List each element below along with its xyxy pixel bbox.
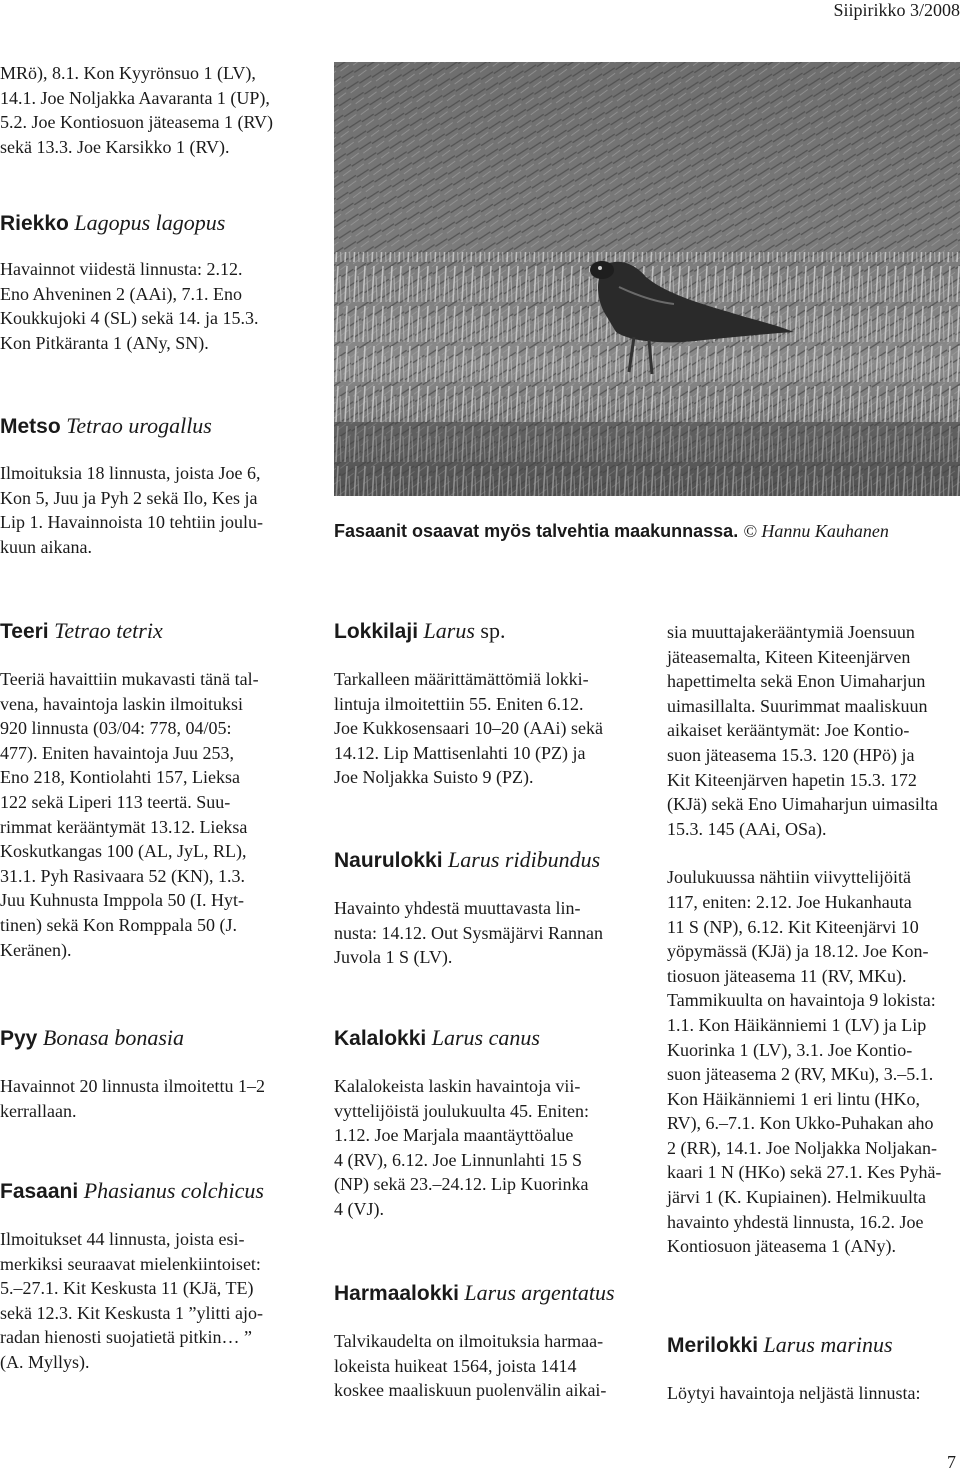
text-line: Joe Kukkosensaari 10–20 (AAi) sekä (334, 718, 603, 739)
text-line: Tarkalleen määrittämättömiä lokki- (334, 669, 589, 689)
photo-credit: © Hannu Kauhanen (743, 521, 889, 541)
latin-name: Tetrao tetrix (54, 618, 163, 643)
text-line: lintuja ilmoitettiin 55. Eniten 6.12. (334, 693, 584, 714)
latin-name: Larus argentatus (464, 1280, 615, 1305)
text-line: 14.1. Joe Noljakka Aavaranta 1 (UP), (0, 87, 270, 108)
species-text (334, 1074, 634, 1222)
text-line: vena, havaintoja laskin ilmoituksi (0, 693, 243, 714)
latin-name: Larus (423, 618, 475, 643)
text-line: nusta: 14.12. Out Sysmäjärvi Rannan (334, 922, 603, 943)
latin-name: Phasianus colchicus (83, 1178, 264, 1203)
species-heading (334, 618, 634, 645)
finnish-name: Merilokki (667, 1334, 759, 1357)
finnish-name: Lokkilaji (334, 620, 419, 643)
species-text (334, 667, 634, 790)
species-text (0, 1227, 300, 1375)
species-text (334, 1329, 634, 1403)
text-line: 11 S (NP), 6.12. Kit Kiteenjärvi 10 (667, 916, 919, 937)
latin-suffix: sp. (474, 618, 506, 643)
journal-header: Siipirikko 3/2008 (833, 0, 960, 20)
species-heading (0, 618, 300, 645)
text-line: 1.1. Kon Häikänniemi 1 (LV) ja Lip (667, 1014, 927, 1035)
finnish-name: Fasaani (0, 1180, 79, 1203)
text-line: kuun aikana. (0, 536, 92, 557)
text-line: 920 linnusta (03/04: 778, 04/05: (0, 718, 232, 739)
text-line: 5.2. Joe Kontiosuon jäteasema 1 (RV) (0, 112, 274, 133)
text-line: Havainnot viidestä linnusta: 2.12. (0, 259, 243, 279)
text-line: Eno 218, Kontiolahti 157, Lieksa (0, 767, 240, 788)
text-line: 2 (RR), 14.1. Joe Noljakka Noljakan- (667, 1137, 937, 1158)
text-line: Juvola 1 S (LV). (334, 947, 453, 968)
section-kalalokki (334, 1025, 634, 1222)
text-line: 31.1. Pyh Rasivaara 52 (KN), 1.3. (0, 865, 245, 886)
text-line: Havainto yhdestä muuttavasta lin- (334, 898, 581, 918)
finnish-name: Teeri (0, 620, 49, 643)
text-line: (NP) sekä 23.–24.12. Lip Kuorinka (334, 1174, 589, 1195)
species-text (0, 1074, 300, 1123)
section-harmaalokki (334, 1280, 634, 1403)
text-line: Juu Kuhnusta Imppola 50 (I. Hyt- (0, 890, 244, 911)
text-line: (A. Myllys). (0, 1351, 90, 1372)
section-fasaani (0, 1178, 300, 1375)
text-line: Löytyi havaintoja neljästä linnusta: (667, 1383, 921, 1403)
latin-name: Larus marinus (763, 1332, 893, 1357)
section-metso (0, 413, 300, 559)
section-lokkilaji (334, 618, 634, 790)
species-heading (334, 1280, 634, 1307)
text-line: järvi 1 (K. Kupiainen). Helmikuulta (667, 1187, 926, 1208)
text-line: Lip 1. Havainnoista 10 tehtiin joulu- (0, 512, 263, 533)
species-heading (0, 1025, 300, 1052)
text-line: radan hienosti suojatietä pitkin… ” (0, 1327, 252, 1348)
photo-caption (334, 521, 889, 542)
species-text (0, 667, 300, 962)
text-line: Havainnot 20 linnusta ilmoitettu 1–2 (0, 1076, 265, 1096)
text-line: sekä 13.3. Joe Karsikko 1 (RV). (0, 136, 230, 157)
finnish-name: Naurulokki (334, 849, 443, 872)
text-line: Joe Noljakka Suisto 9 (PZ). (334, 767, 534, 788)
text-line: kaari 1 N (HKo) sekä 27.1. Kes Pyhä- (667, 1162, 942, 1183)
text-line: Joulukuussa nähtiin viivyttelijöitä (667, 867, 911, 888)
species-text (667, 1381, 960, 1406)
species-heading (0, 1178, 300, 1205)
pheasant-photo (334, 62, 960, 496)
text-line: Ilmoitukset 44 linnusta, joista esi- (0, 1229, 245, 1249)
text-line: Keränen). (0, 939, 72, 960)
text-line: Talvikaudelta on ilmoituksia harmaa- (334, 1331, 604, 1351)
text-line: uimasillalta. Suurimmat maaliskuun (667, 695, 928, 716)
text-line: 1.12. Joe Marjala maantäyttöalue (334, 1125, 574, 1146)
text-line: 117, eniten: 2.12. Joe Hukanhauta (667, 891, 912, 912)
paragraph-december (667, 865, 960, 1259)
section-teeri (0, 618, 300, 962)
finnish-name: Harmaalokki (334, 1282, 459, 1305)
text-line: Teeriä havaittiin mukavasti tänä tal- (0, 669, 259, 689)
section-naurulokki (334, 847, 634, 970)
finnish-name: Riekko (0, 212, 69, 235)
text-line: 122 sekä Liperi 113 teertä. Suu- (0, 791, 231, 812)
text-line: Koskutkangas 100 (AL, JyL, RL), (0, 841, 247, 862)
species-heading (0, 413, 300, 440)
text-line: suon jäteasema 2 (RV, MKu), 3.–5.1. (667, 1064, 934, 1085)
latin-name: Bonasa bonasia (42, 1025, 185, 1050)
text-line: Kontiosuon jäteasema 1 (ANy). (667, 1236, 896, 1257)
finnish-name: Kalalokki (334, 1027, 427, 1050)
text-line: hapettimelta sekä Enon Uimaharjun (667, 671, 926, 692)
text-line: havainto yhdestä linnusta, 16.2. Joe (667, 1211, 924, 1232)
text-line: yöpymässä (KJä) ja 18.12. Joe Kon- (667, 941, 929, 962)
latin-name: Larus canus (431, 1025, 540, 1050)
text-line: suon jäteasema 15.3. 120 (HPö) ja (667, 744, 915, 765)
species-text (0, 461, 300, 559)
text-line: jäteasemalta, Kiteen Kiteenjärven (667, 646, 911, 667)
text-line: Kon Pitkäranta 1 (ANy, SN). (0, 332, 209, 353)
column-1-top (0, 61, 300, 159)
species-heading (667, 1332, 960, 1359)
finnish-name: Metso (0, 415, 61, 438)
text-line: 15.3. 145 (AAi, OSa). (667, 818, 827, 839)
text-line: 477). Eniten havaintoja Juu 253, (0, 742, 234, 763)
text-line: 5.–27.1. Kit Keskusta 11 (KJä, TE) (0, 1278, 254, 1299)
text-line: Kon 5, Juu ja Pyh 2 sekä Ilo, Kes ja (0, 487, 258, 508)
continued-paragraph (667, 620, 960, 841)
intro-paragraph (0, 61, 300, 159)
caption-text: Fasaanit osaavat myös talvehtia maakunnassa. (334, 521, 739, 541)
text-line: merkiksi seuraavat mielenkiintoiset: (0, 1253, 261, 1274)
finnish-name: Pyy (0, 1027, 38, 1050)
latin-name: Larus ridibundus (448, 847, 601, 872)
text-line: sia muuttajakerääntymiä Joensuun (667, 622, 915, 642)
text-line: vyttelijöistä joulukuulta 45. Eniten: (334, 1100, 589, 1121)
text-line: Ilmoituksia 18 linnusta, joista Joe 6, (0, 463, 261, 483)
text-line: aikaiset kerääntymät: Joe Kontio- (667, 720, 910, 741)
latin-name: Lagopus lagopus (74, 210, 226, 235)
text-line: tiosuon jäteasema 11 (RV, MKu). (667, 965, 907, 986)
text-line: lokeista huikeat 1564, joista 1414 (334, 1355, 577, 1376)
species-text (0, 257, 300, 355)
species-heading (0, 210, 300, 237)
text-line: 14.12. Lip Mattisenlahti 10 (PZ) ja (334, 742, 586, 763)
text-line: koskee maaliskuun puolenvälin aikai- (334, 1380, 607, 1401)
text-line: sekä 12.3. Kit Keskusta 1 ”ylitti ajo- (0, 1302, 263, 1323)
latin-name: Tetrao urogallus (66, 413, 212, 438)
text-line: RV), 6.–7.1. Kon Ukko-Puhakan aho (667, 1113, 934, 1134)
text-line: MRö), 8.1. Kon Kyyrönsuo 1 (LV), (0, 63, 256, 83)
text-line: Kuorinka 1 (LV), 3.1. Joe Kontio- (667, 1039, 913, 1060)
section-riekko (0, 210, 300, 355)
page-number: 7 (947, 1452, 956, 1472)
section-merilokki (667, 1332, 960, 1406)
text-line: Kon Häikänniemi 1 eri lintu (HKo, (667, 1088, 920, 1109)
text-line: Tammikuulta on havaintoja 9 lokista: (667, 990, 936, 1011)
text-line: (KJä) sekä Eno Uimaharjun uimasilta (667, 794, 938, 815)
text-line: kerrallaan. (0, 1100, 77, 1121)
species-text (334, 896, 634, 970)
species-heading (334, 1025, 634, 1052)
text-line: 4 (RV), 6.12. Joe Linnunlahti 15 S (334, 1149, 583, 1170)
species-heading (334, 847, 634, 874)
text-line: rimmat kerääntymät 13.12. Lieksa (0, 816, 248, 837)
text-line: Koukkujoki 4 (SL) sekä 14. ja 15.3. (0, 308, 259, 329)
text-line: 4 (VJ). (334, 1198, 384, 1219)
column-3-continued (667, 620, 960, 1259)
section-pyy (0, 1025, 300, 1123)
text-line: Kalalokeista laskin havaintoja vii- (334, 1076, 581, 1096)
text-line: Eno Ahveninen 2 (AAi), 7.1. Eno (0, 283, 242, 304)
text-line: Kit Kiteenjärven hapetin 15.3. 172 (667, 769, 917, 790)
text-line: tinen) sekä Kon Romppala 50 (J. (0, 914, 237, 935)
